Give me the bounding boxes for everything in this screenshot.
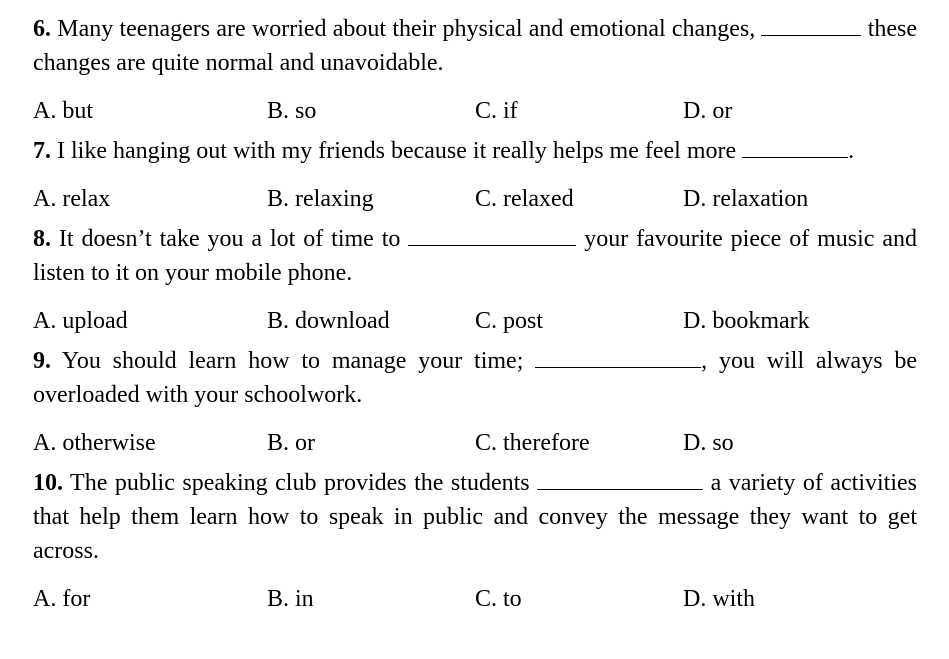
question-number: 9. (33, 348, 51, 374)
answer-blank (535, 345, 701, 368)
option-a: A. relax (33, 186, 111, 212)
question-10 (33, 466, 917, 568)
answer-blank (408, 223, 576, 246)
option-b: B. relaxing (267, 186, 374, 212)
question-text-after: a variety of activities that help them learn how to speak in public and convey the message they want to get across. (33, 470, 918, 564)
options-8 (33, 304, 917, 338)
question-number: 10. (33, 470, 63, 496)
option-a: A. for (33, 586, 91, 612)
question-7 (33, 134, 917, 168)
question-text-after: these changes are quite normal and unavoidable. (33, 16, 917, 76)
option-c: C. therefore (475, 430, 590, 456)
question-text-before: The public speaking club provides the students (63, 470, 538, 496)
question-text-before: You should learn how to manage your time; (51, 348, 536, 374)
question-text-before: I like hanging out with my friends because it really helps me feel more (51, 138, 743, 164)
option-b: B. or (267, 430, 315, 456)
question-number: 6. (33, 16, 51, 42)
option-d: D. with (683, 586, 755, 612)
option-d: D. relaxation (683, 186, 809, 212)
question-9 (33, 344, 917, 412)
question-text-after: , you will always be overloaded with your schoolwork. (33, 348, 918, 408)
question-number: 7. (33, 138, 51, 164)
options-10 (33, 582, 917, 616)
option-c: C. to (475, 586, 522, 612)
worksheet (33, 12, 917, 630)
option-a: A. upload (33, 308, 128, 334)
option-b: B. so (267, 98, 317, 124)
option-b: B. download (267, 308, 390, 334)
question-text-before: Many teenagers are worried about their physical and emotional changes, (51, 16, 762, 42)
question-6 (33, 12, 917, 80)
option-c: C. if (475, 98, 518, 124)
answer-blank (761, 13, 861, 36)
question-text-before: It doesn’t take you a lot of time to (51, 226, 409, 252)
options-9 (33, 426, 917, 460)
question-text-after: your favourite piece of music and listen to it on your mobile phone. (33, 226, 917, 286)
option-a: A. but (33, 98, 93, 124)
option-d: D. so (683, 430, 734, 456)
question-text-after: . (848, 138, 855, 164)
option-b: B. in (267, 586, 314, 612)
answer-blank (742, 135, 848, 158)
question-8 (33, 222, 917, 290)
question-number: 8. (33, 226, 51, 252)
option-a: A. otherwise (33, 430, 156, 456)
option-c: C. post (475, 308, 544, 334)
answer-blank (537, 467, 703, 490)
option-c: C. relaxed (475, 186, 574, 212)
options-6 (33, 94, 917, 128)
option-d: D. or (683, 98, 733, 124)
options-7 (33, 182, 917, 216)
option-d: D. bookmark (683, 308, 810, 334)
